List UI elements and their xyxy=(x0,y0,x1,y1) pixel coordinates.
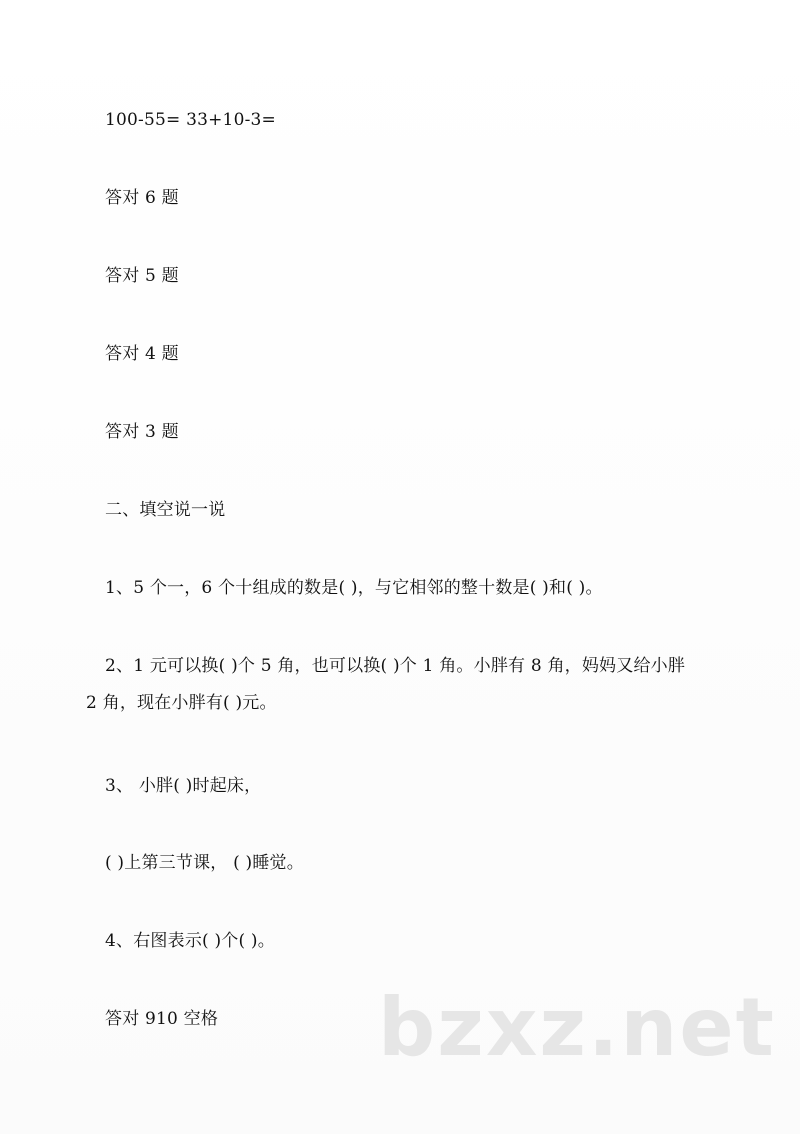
question-2-line-2: 2 角，现在小胖有( )元。 xyxy=(86,693,277,713)
question-3-line-1: 3、 小胖( )时起床， xyxy=(105,776,262,796)
score-line-blanks: 答对 910 空格 xyxy=(105,1009,219,1029)
score-line-4: 答对 4 题 xyxy=(105,344,179,364)
section-heading: 二、填空说一说 xyxy=(105,500,226,520)
watermark-logo: bzxz.net xyxy=(378,981,776,1074)
question-4: 4、右图表示( )个( )。 xyxy=(105,931,275,951)
score-line-3: 答对 3 题 xyxy=(105,422,179,442)
question-3-line-2: ( )上第三节课， ( )睡觉。 xyxy=(105,853,304,873)
question-2-line-1: 2、1 元可以换( )个 5 角，也可以换( )个 1 角。小胖有 8 角，妈妈又给小胖 xyxy=(105,656,686,676)
math-exercise-line: 100-55= 33+10-3= xyxy=(105,110,276,130)
score-line-5: 答对 5 题 xyxy=(105,266,179,286)
score-line-6: 答对 6 题 xyxy=(105,188,179,208)
question-1: 1、5 个一，6 个十组成的数是( )，与它相邻的整十数是( )和( )。 xyxy=(105,578,603,598)
